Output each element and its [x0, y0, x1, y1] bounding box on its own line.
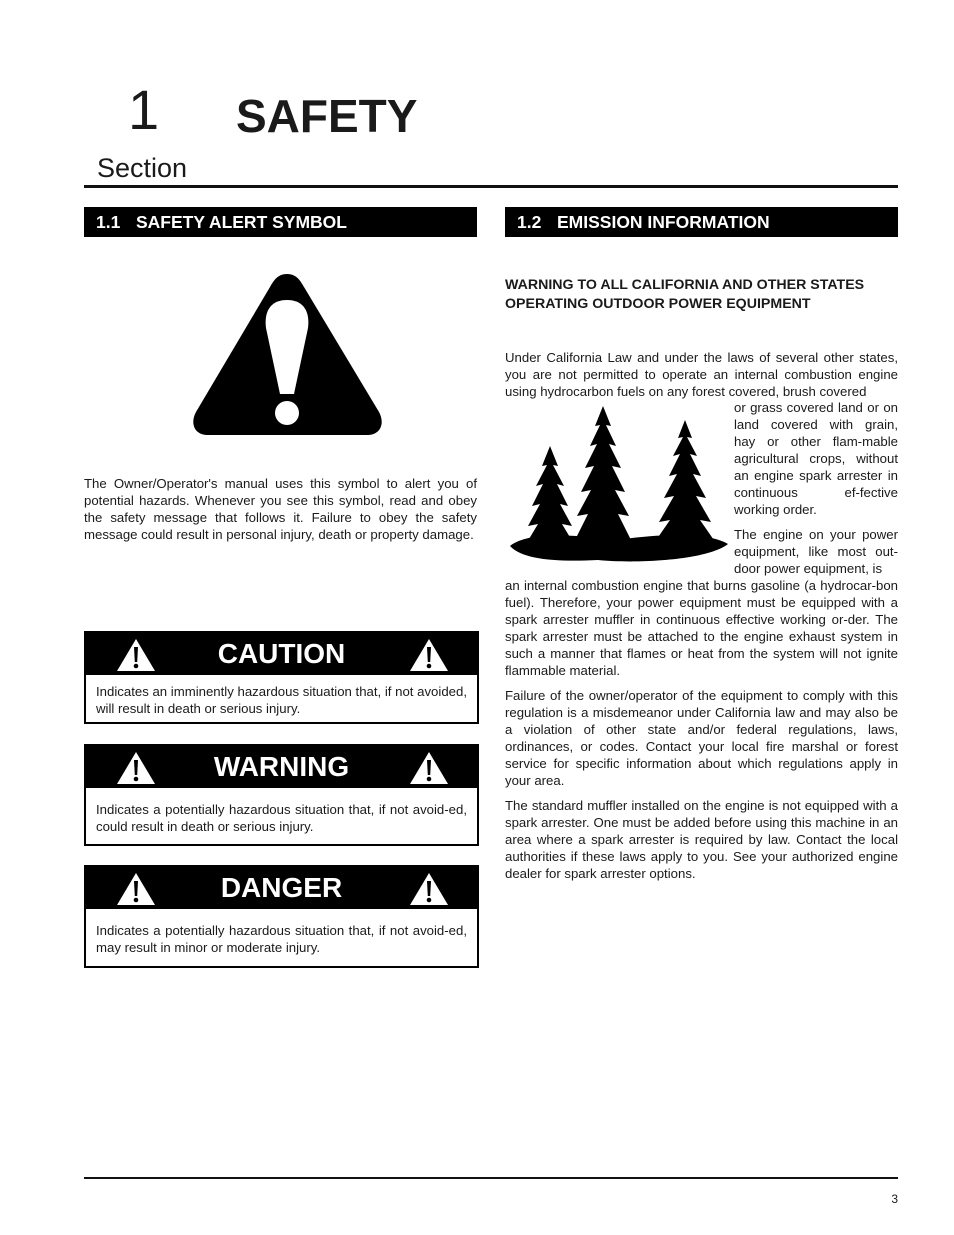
caution-signal-word: CAUTION: [217, 638, 346, 669]
header-divider: [84, 185, 898, 188]
page-title: SAFETY: [236, 90, 418, 142]
emission-paragraph-3: Failure of the owner/operator of the equipment to comply with this regulation is a misdemeanor under California law and may also be a violation of other state and/or federal regulations, laws, ordinances, or codes. Contact your local fire marshal or forest service for specific information about which regulations apply in your area.: [505, 688, 898, 788]
section-bar-safety-alert: [84, 207, 477, 237]
emission-paragraph-1-lead: Under California Law and under the laws of several other states, you are not permitted to operate an internal combustion engine using hydrocarbon fuels on any forest covered, brush covered: [505, 350, 898, 399]
section-number: 1: [128, 78, 160, 141]
caution-panel: [84, 631, 479, 724]
emission-paragraph-2-wrap: The engine on your power equipment, like most out-door power equipment, is: [734, 527, 898, 576]
warning-message: Indicates a potentially hazardous situation that, if not avoid-ed, could result in death or serious injury.: [96, 802, 467, 834]
section-bar-emission: [505, 207, 898, 237]
warning-header: [86, 746, 477, 788]
warning-triangle-icon: [409, 751, 449, 785]
safety-alert-icon: [190, 272, 385, 437]
danger-header: [86, 867, 477, 909]
danger-panel: [84, 865, 479, 968]
section-bar-title: SAFETY ALERT SYMBOL: [136, 212, 347, 232]
warning-triangle-icon: [409, 638, 449, 672]
caution-message: Indicates an imminently hazardous situation that, if not avoided, will result in death or serious injury.: [96, 684, 467, 716]
footer-divider: [84, 1177, 898, 1179]
section-bar-number: 1.1: [96, 212, 121, 232]
emission-paragraph-4: The standard muffler installed on the engine is not equipped with a spark arrester. One must be added before using this machine in an area where a spark arrester is required by law. Contact the local authorities if these laws apply to you. See your authorized engine dealer for spark arrester options.: [505, 798, 898, 881]
caution-header: [86, 633, 477, 675]
section-bar-title: EMISSION INFORMATION: [557, 212, 770, 232]
emission-paragraph-1-wrap: or grass covered land or on land covered with grain, hay or other flam-mable agricultural crops, without an engine spark arrester in continuous ef-fective working order.: [734, 400, 898, 517]
warning-signal-word: WARNING: [213, 751, 350, 782]
page-number: 3: [891, 1192, 898, 1206]
safety-intro-text: The Owner/Operator's manual uses this symbol to alert you of potential hazards. Whenever you see this symbol, read and obey the safety message that follows it. Failure to obey the safety message could result in personal injury, death or property damage.: [84, 476, 477, 542]
section-bar-number: 1.2: [517, 212, 542, 232]
danger-signal-word: DANGER: [220, 872, 343, 903]
emission-paragraph-2-rest: an internal combustion engine that burns gasoline (a hydrocar-bon fuel). Therefore, your power equipment must be equipped with a spark arrester muffler in continuous effective working or-der. The spark arrester must be attached to the engine exhaust system in such a manner that flames or heat from the system will not ignite flammable material.: [505, 578, 898, 678]
warning-panel: [84, 744, 479, 846]
forest-trees-icon: [508, 404, 730, 564]
california-warning-heading: WARNING TO ALL CALIFORNIA AND OTHER STATES OPERATING OUTDOOR POWER EQUIPMENT: [505, 277, 865, 312]
warning-triangle-icon: [409, 872, 449, 906]
section-label: Section: [97, 153, 188, 183]
danger-message: Indicates a potentially hazardous situation that, if not avoid-ed, may result in minor or moderate injury.: [96, 923, 467, 955]
